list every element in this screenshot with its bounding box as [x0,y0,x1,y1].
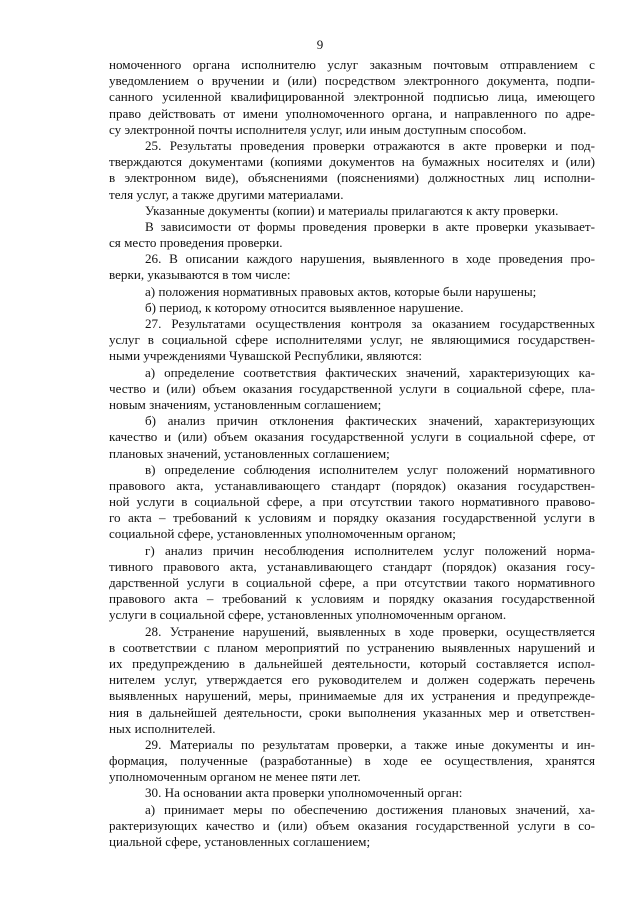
text-line: а) определение соответствия фактических значений, характеризующих ка- [145,364,595,380]
page-number: 9 [316,37,324,52]
text-line: в соответствии с планом мероприятий по устранению выявленных нарушений и [109,639,595,655]
text-line: г) анализ причин несоблюдения исполнителем услуг положений норма- [145,542,595,558]
text-line: рактеризующих качество и (или) объем оказания государственной услуги в со- [109,817,595,833]
text-line: ных исполнителей. [109,720,216,736]
text-line: 29. Материалы по результатам проверки, а также иные документы и ин- [145,736,595,752]
text-line: а) принимает меры по обеспечению достижения плановых значений, ха- [145,801,595,817]
text-line: теля услуг, а также другими материалами. [109,186,344,202]
text-line: су электронной почты исполнителя услуг, или иным доступным способом. [109,121,527,137]
text-line: В зависимости от формы проведения проверки в акте проверки указывает- [145,218,595,234]
text-line: чество и (или) объем оказания государственной услуги в социальной сфере, пла- [109,380,595,396]
text-line: тивного правового акта, устанавливающего стандарт (порядок) оказания госу- [109,558,595,574]
text-line: нителем услуг, утверждается его руководителем и должен содержать перечень [109,672,595,688]
text-line: плановых значений, установленных соглашением; [109,445,390,461]
text-line: уведомлением о вручении и (или) посредством электронного документа, подпи- [109,73,595,89]
text-line: услуг в социальной сфере исполнителями услуг, не являющимися государствен- [109,332,595,348]
text-line: го акта – требований к условиям и порядку оказания государственной услуги в [109,510,595,526]
text-line: 30. На основании акта проверки уполномоченный орган: [145,785,463,801]
text-line: качество и (или) объем оказания государственной услуги в социальной сфере, от [109,429,595,445]
text-line: уполномоченным органом не менее пяти лет. [109,769,361,785]
text-line: социальной сфере, установленных уполномоченным органом; [109,526,456,542]
text-line: дарственной услуги в социальной сфере, а при отсутствии такого нормативного [109,575,595,590]
text-line: 26. В описании каждого нарушения, выявленного в ходе проведения про- [145,251,595,267]
text-line: циальной сфере, установленных соглашением; [109,834,371,849]
text-line: а) положения нормативных правовых актов, которые были нарушены; [145,283,537,299]
text-line: б) анализ причин отклонения фактических значений, характеризующих [145,413,595,429]
text-line: ся место проведения проверки. [109,235,283,251]
text-line: Указанные документы (копии) и материалы прилагаются к акту проверки. [145,202,559,218]
text-line: новым значениям, установленным соглашением; [109,396,382,412]
text-line: их предупреждению в дальнейшей деятельности, который составляется испол- [109,655,595,671]
text-line: 28. Устранение нарушений, выявленных в ходе проверки, осуществляется [145,623,595,639]
text-line: 27. Результатами осуществления контроля за оказанием государственных [145,316,595,331]
text-line: в электронном виде), объяснениями (пояснениями) должностных лиц исполни- [109,170,595,186]
text-line: в) определение соблюдения исполнителем услуг положений нормативного [145,461,595,477]
text-line: право действовать от имени уполномоченного органа, и направленного по адре- [109,105,595,121]
text-line: ной услуги в социальной сфере, а при отсутствии такого нормативного правово- [109,494,595,510]
text-line: правового акта – требований к условиям и порядку оказания государственной [109,591,595,607]
text-line: санного усиленной квалифицированной электронной подписью лица, имеющего [109,89,595,105]
document-body [109,57,595,850]
text-line: ния в дальнейшей деятельности, сроки выполнения указанных мер и ответствен- [109,704,595,720]
text-line: ными учреждениями Чувашской Республики, являются: [109,348,423,364]
text-line: услуги в социальной сфере, установленных уполномоченным органом. [109,607,507,623]
text-line: 25. Результаты проведения проверки отражаются в акте проверки и под- [145,137,595,153]
text-line: номоченного органа исполнителю услуг заказным почтовым отправлением с [109,57,595,72]
text-line: выявленных нарушений, меры, принимаемые для их устранения и предупрежде- [109,688,595,704]
text-line: б) период, к которому относится выявленное нарушение. [145,299,464,315]
text-line: правового акта, устанавливающего стандарт (порядок) оказания государствен- [109,477,595,493]
text-line: формация, полученные (разработанные) в ходе ее осуществления, хранятся [109,753,595,769]
text-line: тверждаются документами (копиями документов на бумажных носителях и (или) [109,154,595,170]
text-line: верки, указываются в том числе: [109,267,291,283]
